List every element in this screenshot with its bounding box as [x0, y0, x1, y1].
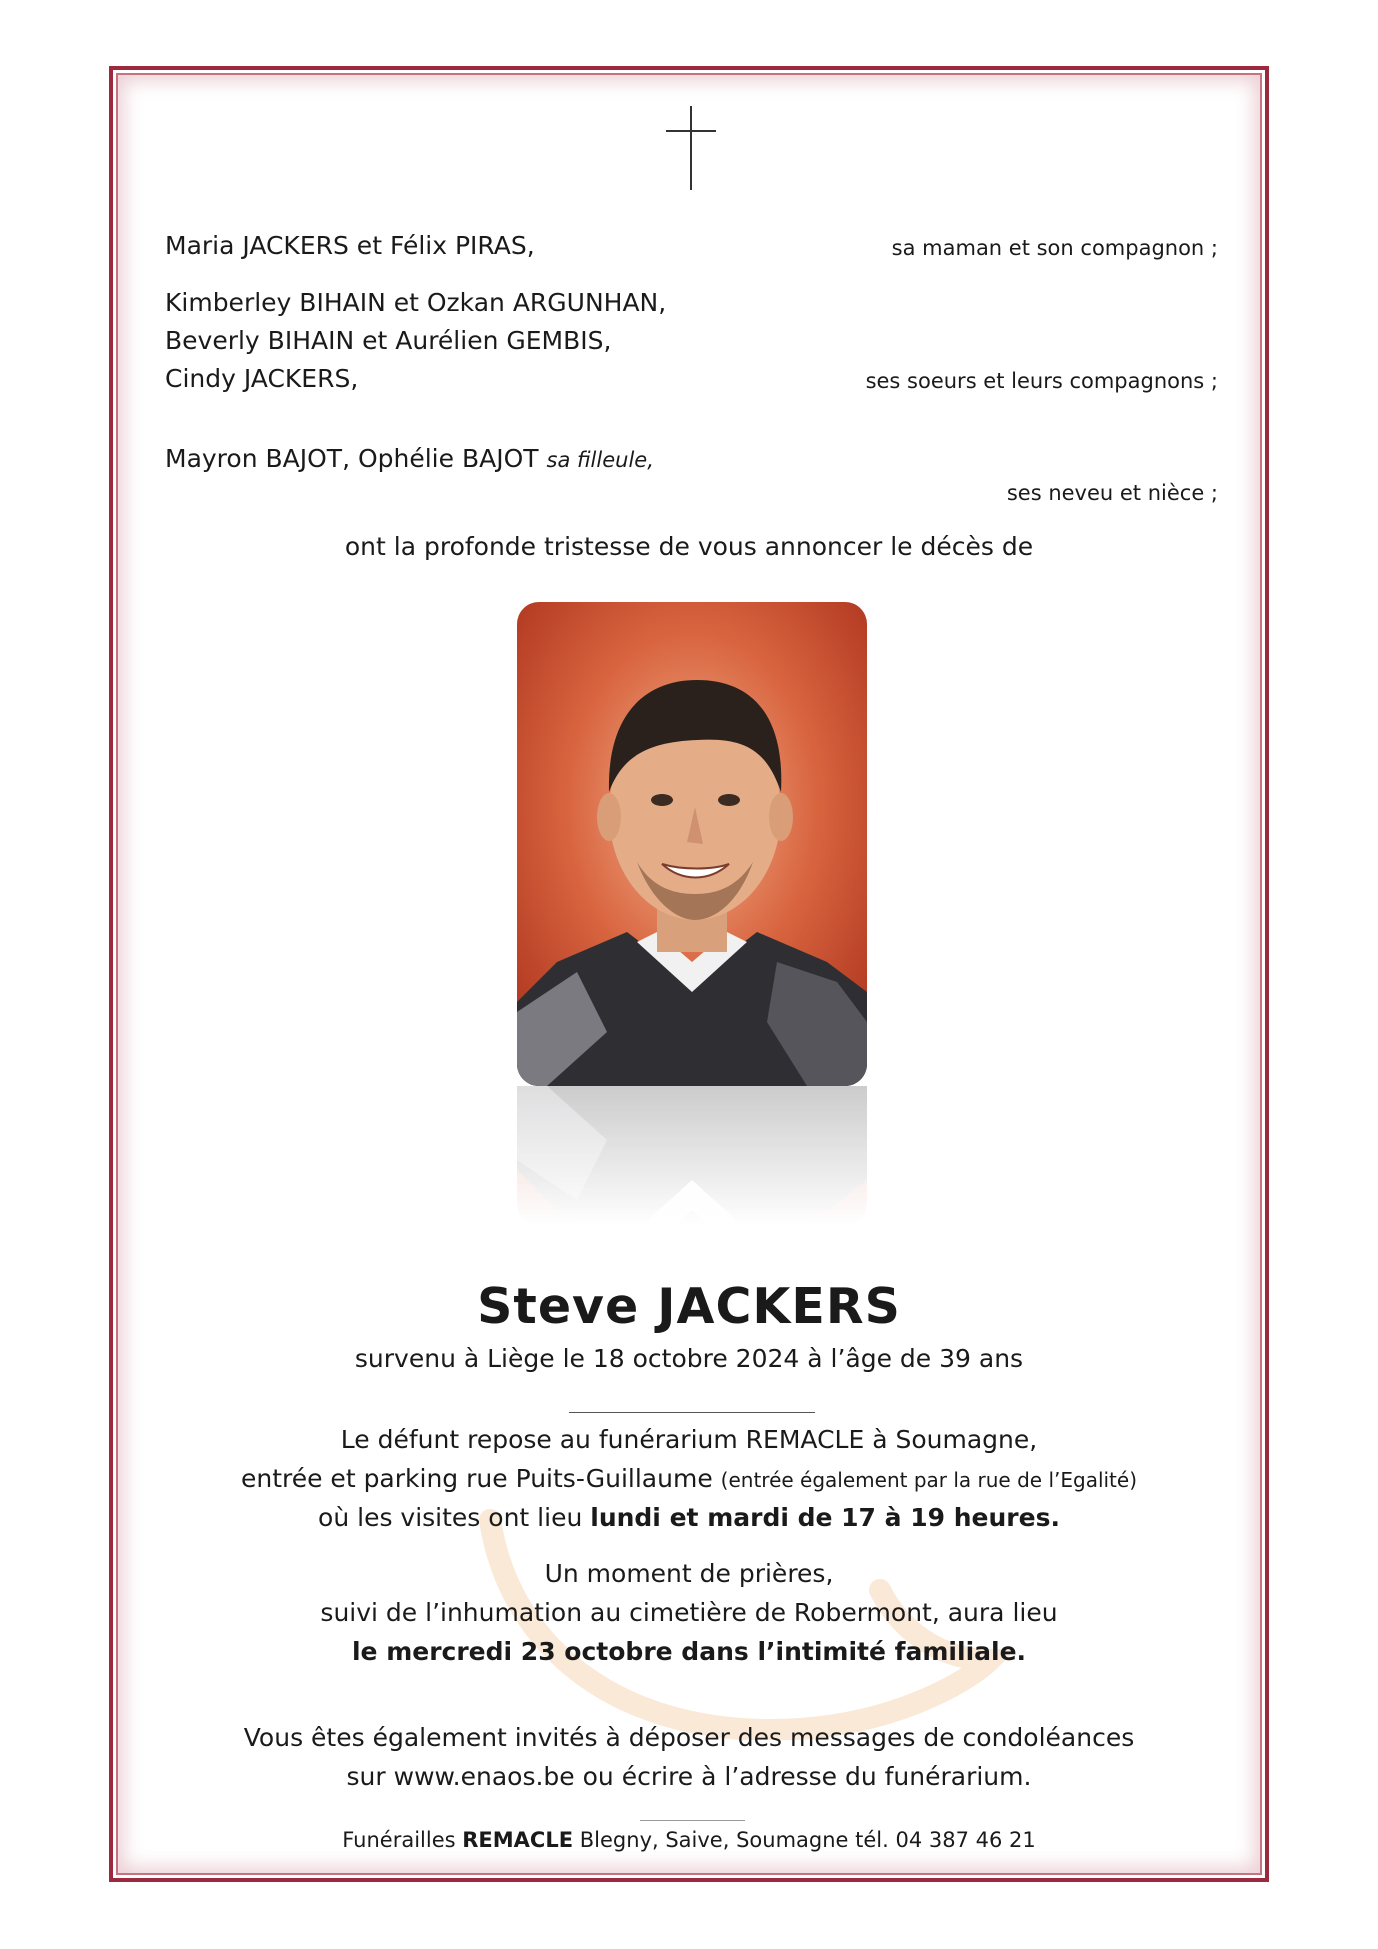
divider — [569, 1412, 815, 1413]
condolences-line-2: sur www.enaos.be ou écrire à l’adresse du funérarium. — [346, 1762, 1032, 1791]
family-nephews-role: ses neveu et nièce ; — [1006, 481, 1218, 505]
footer-prefix: Funérailles — [342, 1828, 456, 1852]
deceased-photo — [517, 602, 867, 1086]
family-nephews-line — [165, 440, 654, 479]
announcement-text: ont la profonde tristesse de vous annoncer le décès de — [344, 532, 1034, 561]
visitation-line-3 — [0, 1503, 1378, 1532]
ceremony-date — [0, 1637, 1378, 1666]
ceremony-line-2: suivi de l’inhumation au cimetière de Robermont, aura lieu — [320, 1598, 1058, 1627]
deceased-name: Steve JACKERS — [477, 1278, 901, 1335]
nephews-names: Mayron BAJOT, Ophélie BAJOT — [165, 444, 539, 473]
deceased-details: survenu à Liège le 18 octobre 2024 à l’âge de 39 ans — [354, 1344, 1024, 1373]
footer-company: REMACLE — [462, 1828, 574, 1852]
footer-divider — [640, 1820, 745, 1821]
family-sisters-role: ses soeurs et leurs compagnons ; — [865, 369, 1218, 393]
photo-reflection — [517, 1086, 867, 1226]
cross-icon — [666, 106, 716, 190]
family-mother-line: Maria JACKERS et Félix PIRAS, — [165, 231, 535, 260]
ceremony-date-text: le mercredi 23 octobre dans l’intimité familiale. — [351, 1637, 1027, 1666]
family-sister-1: Kimberley BIHAIN et Ozkan ARGUNHAN, — [165, 288, 667, 317]
footer — [0, 1828, 1378, 1852]
family-sister-2: Beverly BIHAIN et Aurélien GEMBIS, — [165, 326, 612, 355]
ceremony-line-1: Un moment de prières, — [544, 1559, 834, 1588]
visitation-line-2 — [0, 1464, 1378, 1493]
visitation-line-1: Le défunt repose au funérarium REMACLE à Soumagne, — [340, 1425, 1038, 1454]
family-sister-3: Cindy JACKERS, — [165, 364, 359, 393]
condolences-line-1: Vous êtes également invités à déposer des messages de condoléances — [243, 1723, 1135, 1752]
visitation-entrance-note: (entrée également par la rue de l’Egalité) — [720, 1468, 1138, 1492]
visitation-entrance: entrée et parking rue Puits-Guillaume — [240, 1464, 713, 1493]
footer-contact: Blegny, Saive, Soumagne tél. 04 387 46 21 — [579, 1828, 1036, 1852]
visitation-hours: lundi et mardi de 17 à 19 heures. — [590, 1503, 1060, 1532]
family-mother-role: sa maman et son compagnon ; — [891, 236, 1218, 260]
visitation-hours-intro: où les visites ont lieu — [318, 1503, 583, 1532]
goddaughter-note: sa filleule, — [546, 448, 654, 472]
